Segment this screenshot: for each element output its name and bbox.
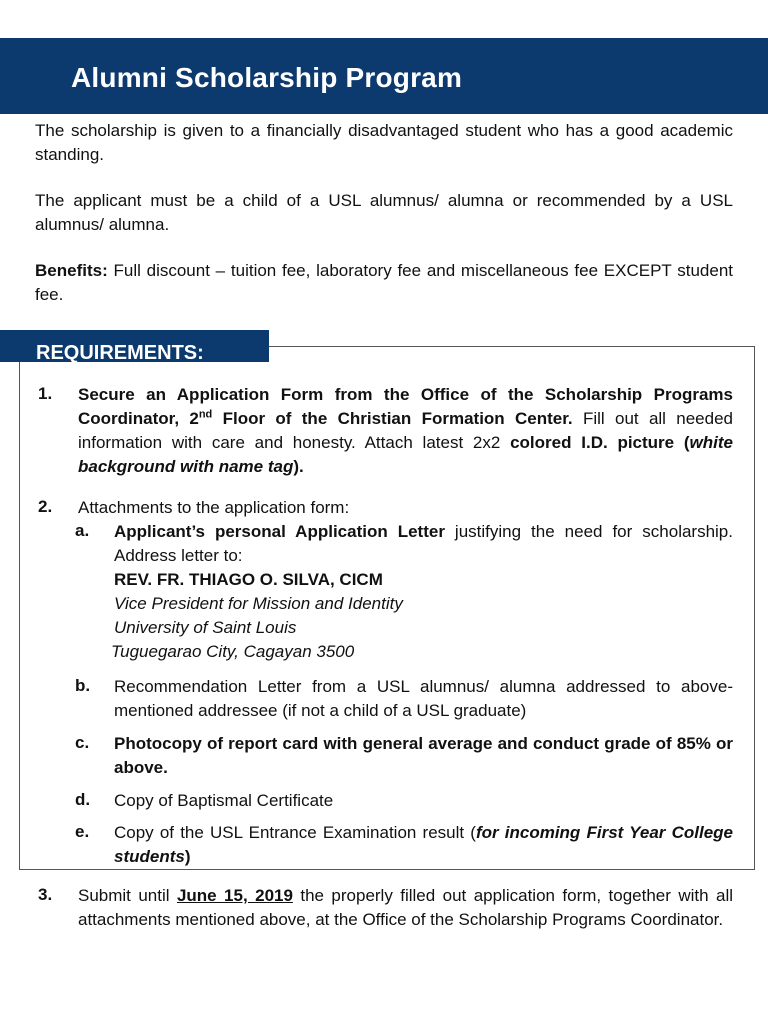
req2-number: 2. bbox=[38, 497, 53, 516]
req1-number: 1. bbox=[38, 384, 53, 403]
req2a-line1 bbox=[114, 592, 733, 616]
req2e-text bbox=[114, 821, 733, 869]
addressee-name: REV. FR. THIAGO O. SILVA, CICM bbox=[114, 570, 383, 589]
requirements-label: REQUIREMENTS: bbox=[36, 342, 204, 364]
requirements-header bbox=[0, 330, 269, 362]
intro-paragraph-2: The applicant must be a child of a USL alumnus/ alumna or recommended by a USL alumnus/ alumna. bbox=[35, 191, 733, 234]
req1-sup: nd bbox=[198, 408, 213, 421]
req3-plain-1: Submit until bbox=[78, 886, 177, 905]
addressee-city: Tuguegarao City, Cagayan 3500 bbox=[111, 642, 355, 661]
req1-bold-1: Secure an Application Form from the Office of the Scholarship Programs Coordinator, 2 bbox=[78, 385, 733, 428]
req2c-letter: c. bbox=[75, 733, 90, 752]
benefits-label: Benefits: bbox=[35, 261, 108, 280]
req2c-text: Photocopy of report card with general average and conduct grade of 85% or above. bbox=[114, 734, 733, 777]
req2d-text: Copy of Baptismal Certificate bbox=[114, 791, 334, 810]
req2e-end: ) bbox=[184, 847, 191, 866]
deadline-date: June 15, 2019 bbox=[176, 886, 293, 905]
req2b-letter: b. bbox=[75, 676, 91, 695]
req2a-line2 bbox=[114, 616, 733, 640]
req2e-bold-italic: for incoming First Year College students bbox=[114, 823, 733, 866]
req2b-text: Recommendation Letter from a USL alumnus/ alumna addressed to above-mentioned addressee (if not a child of a USL graduate) bbox=[114, 677, 733, 720]
req2a-text bbox=[114, 520, 733, 568]
intro-paragraph-1: The scholarship is given to a financially disadvantaged student who has a good academic standing. bbox=[35, 121, 733, 164]
req1-plain: Fill out all needed information with care and honesty. Attach latest 2x2 bbox=[78, 409, 733, 452]
addressee-university: University of Saint Louis bbox=[114, 618, 297, 637]
req1-text bbox=[78, 383, 733, 479]
title-banner bbox=[0, 38, 768, 114]
benefits-text: Full discount – tuition fee, laboratory fee and miscellaneous fee EXCEPT student fee. bbox=[35, 261, 733, 304]
req2a-line3 bbox=[111, 640, 730, 664]
req1-bold-3: colored I.D. picture ( bbox=[510, 433, 690, 452]
req2a-addressee bbox=[114, 568, 733, 592]
req2e-letter: e. bbox=[75, 822, 90, 841]
req1-bold-2: Floor of the Christian Formation Center. bbox=[212, 409, 573, 428]
page-title: Alumni Scholarship Program bbox=[71, 62, 463, 93]
req3-number: 3. bbox=[38, 885, 53, 904]
req2-text: Attachments to the application form: bbox=[78, 498, 350, 517]
addressee-title: Vice President for Mission and Identity bbox=[114, 594, 403, 613]
req3-text bbox=[78, 884, 733, 932]
req2d-letter: d. bbox=[75, 790, 91, 809]
benefits-paragraph bbox=[35, 259, 733, 307]
req1-bold-4: ). bbox=[293, 457, 304, 476]
req2e-plain: Copy of the USL Entrance Examination result ( bbox=[114, 823, 476, 842]
req2a-letter: a. bbox=[75, 521, 90, 540]
req2a-plain: justifying the need for scholarship. Address letter to: bbox=[114, 522, 733, 565]
req3-plain-2: the properly filled out application form, together with all attachments mentioned above, at the Office of the Scholarship Programs Coordinator. bbox=[78, 886, 734, 929]
req2a-bold: Applicant’s personal Application Letter bbox=[114, 522, 445, 541]
req1-bold-italic: white background with name tag bbox=[78, 433, 733, 476]
